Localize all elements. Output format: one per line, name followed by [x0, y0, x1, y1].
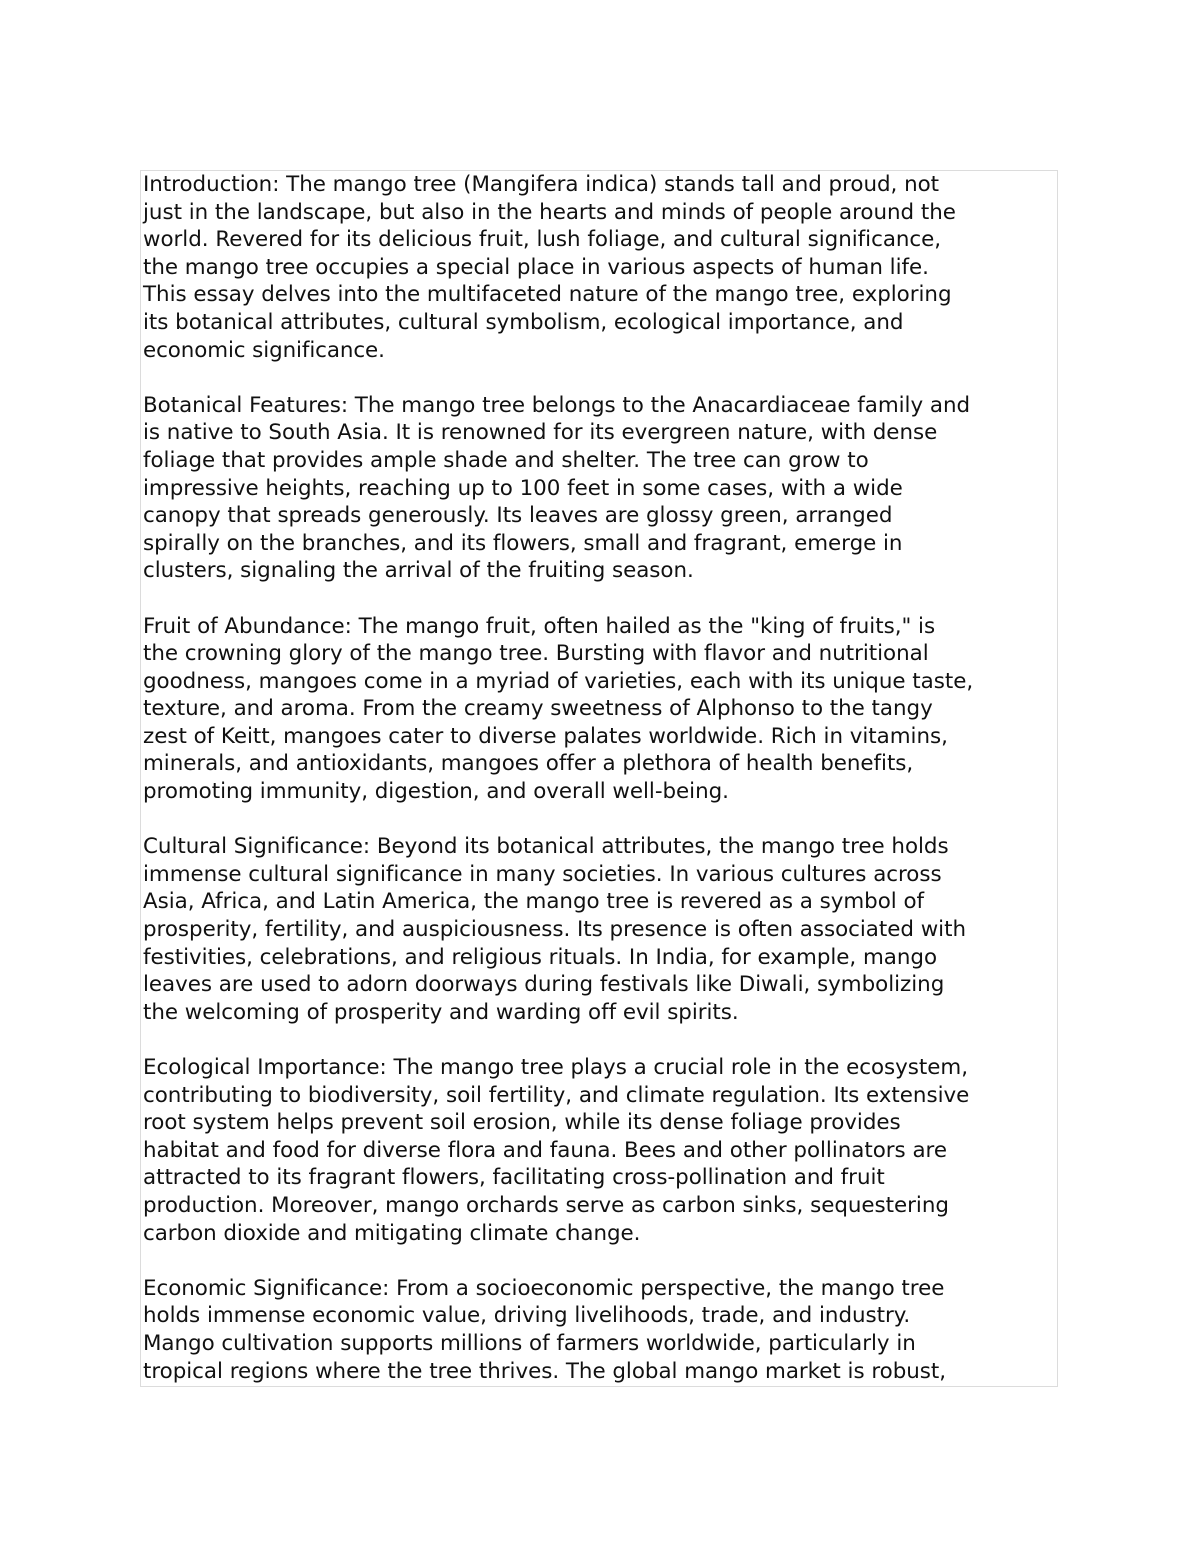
text-line: immense cultural significance in many societies. In various cultures across	[143, 861, 942, 887]
paragraph-economic-significance	[143, 1275, 1057, 1385]
text-line: Introduction: The mango tree (Mangifera indica) stands tall and proud, not	[143, 172, 940, 197]
text-line: carbon dioxide and mitigating climate change.	[143, 1220, 641, 1246]
text-line: the mango tree occupies a special place in various aspects of human life.	[143, 254, 929, 280]
text-line: world. Revered for its delicious fruit, lush foliage, and cultural significance,	[143, 227, 942, 253]
text-line: Cultural Significance: Beyond its botanical attributes, the mango tree holds	[143, 834, 949, 860]
paragraph-botanical-features	[143, 392, 1057, 585]
text-line: impressive heights, reaching up to 100 feet in some cases, with a wide	[143, 475, 903, 501]
paragraph-introduction	[143, 171, 1057, 364]
text-line: the crowning glory of the mango tree. Bursting with flavor and nutritional	[143, 641, 929, 667]
text-line: holds immense economic value, driving livelihoods, trade, and industry.	[143, 1303, 911, 1329]
text-line: production. Moreover, mango orchards serve as carbon sinks, sequestering	[143, 1192, 949, 1218]
text-line: Asia, Africa, and Latin America, the mango tree is revered as a symbol of	[143, 889, 925, 915]
text-line: zest of Keitt, mangoes cater to diverse palates worldwide. Rich in vitamins,	[143, 723, 948, 749]
text-line: prosperity, fertility, and auspiciousness. Its presence is often associated with	[143, 917, 966, 943]
paragraph-cultural-significance	[143, 833, 1057, 1026]
text-line: foliage that provides ample shade and shelter. The tree can grow to	[143, 447, 869, 473]
text-line: is native to South Asia. It is renowned for its evergreen nature, with dense	[143, 420, 938, 446]
text-line: Ecological Importance: The mango tree plays a crucial role in the ecosystem,	[143, 1055, 968, 1080]
text-line: root system helps prevent soil erosion, while its dense foliage provides	[143, 1110, 901, 1136]
text-line: canopy that spreads generously. Its leaves are glossy green, arranged	[143, 503, 893, 529]
text-line: the welcoming of prosperity and warding off evil spirits.	[143, 999, 739, 1025]
text-line: attracted to its fragrant flowers, facilitating cross-pollination and fruit	[143, 1165, 885, 1191]
text-line: promoting immunity, digestion, and overall well-being.	[143, 779, 729, 805]
text-line: just in the landscape, but also in the hearts and minds of people around the	[143, 199, 956, 225]
text-line: its botanical attributes, cultural symbolism, ecological importance, and	[143, 309, 904, 335]
document-body	[141, 171, 1057, 1385]
text-line: leaves are used to adorn doorways during festivals like Diwali, symbolizing	[143, 972, 945, 998]
text-line: festivities, celebrations, and religious rituals. In India, for example, mango	[143, 944, 938, 970]
text-line: clusters, signaling the arrival of the fruiting season.	[143, 558, 694, 584]
text-line: Economic Significance: From a socioeconomic perspective, the mango tree	[143, 1275, 945, 1301]
text-line: texture, and aroma. From the creamy sweetness of Alphonso to the tangy	[143, 696, 933, 722]
text-line: economic significance.	[143, 337, 385, 363]
text-line: habitat and food for diverse flora and fauna. Bees and other pollinators are	[143, 1137, 947, 1163]
text-line: Fruit of Abundance: The mango fruit, often hailed as the "king of fruits," is	[143, 613, 936, 639]
text-line: This essay delves into the multifaceted nature of the mango tree, exploring	[143, 282, 952, 308]
text-line: tropical regions where the tree thrives. The global mango market is robust,	[143, 1358, 947, 1384]
paragraph-ecological-importance	[143, 1054, 1057, 1247]
text-line: Mango cultivation supports millions of farmers worldwide, particularly in	[143, 1330, 916, 1356]
text-line: contributing to biodiversity, soil fertility, and climate regulation. Its extensive	[143, 1082, 970, 1108]
text-line: goodness, mangoes come in a myriad of varieties, each with its unique taste,	[143, 668, 974, 694]
text-line: spirally on the branches, and its flowers, small and fragrant, emerge in	[143, 530, 903, 556]
text-line: minerals, and antioxidants, mangoes offer a plethora of health benefits,	[143, 751, 914, 777]
text-line: Botanical Features: The mango tree belongs to the Anacardiaceae family and	[143, 392, 971, 418]
text-frame	[140, 170, 1058, 1387]
paragraph-fruit-of-abundance	[143, 613, 1057, 806]
